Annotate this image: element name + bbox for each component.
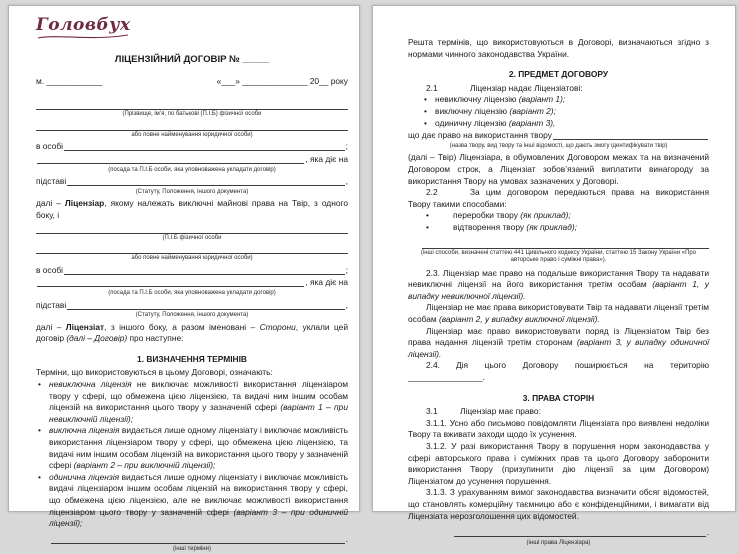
document-page-1 [8, 5, 360, 553]
term-bullet-nonexclusive [36, 379, 348, 425]
other-rights-fill-row [408, 527, 709, 539]
term-body: не виключає можливості використання ліцензіаром твору у сфері, що обмежена цією ліцензією, та видачі ним іншим особам ліцензій на використання цього твору у зазначеній сфері [49, 379, 348, 413]
field-caption: (інші права Ліцензіара) [526, 539, 591, 546]
party-name-bold: Ліцензіат [65, 321, 105, 332]
fill-line [51, 535, 345, 544]
publisher-logo-text: Головбух [36, 15, 131, 35]
way-bullet-reproduction [408, 222, 709, 234]
bullet-variant-italic: (варіант 3), [508, 117, 556, 128]
clause-2-3-variant-2 [408, 302, 709, 325]
text-run: про наступне: [127, 333, 184, 344]
licensee-definition-paragraph [36, 322, 348, 345]
clause-text: За цим договором передаються права на використання Твору такими способами: [408, 187, 709, 209]
fill-line [64, 142, 345, 151]
field-caption: (П.І.Б фізичної особи [162, 234, 222, 241]
way-bullet-adaptation [408, 210, 709, 222]
clause-2-3-variant-1 [408, 268, 709, 303]
license-bullet-single [408, 118, 709, 130]
date-field: «___» ______________ 20__ року [216, 75, 348, 86]
clause-3-1-3: 3.1.3. З урахуванням вимог законодавства визначити обсяг відомостей, що становлять комерційну таємницю або є конфіденційними, і вимагати від Ліцензіата нерозголошення цих відомостей. [408, 487, 709, 521]
represented-by-row [36, 265, 348, 277]
field-caption: або повне найменування юридичної особи) [131, 131, 253, 138]
text-run: далі – [36, 321, 66, 332]
section-1-heading: 1. ВИЗНАЧЕННЯ ТЕРМІНІВ [137, 353, 247, 364]
clause-text: Ліцензіар надає Ліцензіатові: [470, 82, 583, 93]
section-1-intro: Терміни, що використовуються в цьому Договорі, означають: [36, 367, 273, 378]
fill-line [64, 266, 345, 275]
text-run-italic: Сторони [259, 321, 296, 332]
work-grant-label: що дає право на використання твору [408, 130, 552, 141]
bullet-variant-italic: (варіант 1); [518, 94, 566, 105]
clause-2-3-variant-3 [408, 326, 709, 361]
bullet-variant-italic: (варіант 2); [509, 105, 556, 116]
text-run-italic: (далі – Договір) [66, 333, 128, 344]
clause-text: Ліцензіар має право використовувати поряд із Ліцензіатом Твір без права надання ліцензій третім сторонам [408, 325, 709, 348]
term-variant-italic: (варіант 1 – при невиключній ліцензії); [49, 402, 348, 424]
fill-line [454, 528, 706, 537]
field-caption: (Статуту, Положення, іншого документа) [135, 312, 249, 319]
clause-variant-italic: (варіант 1, у випадку невиключної ліцензії). [408, 279, 709, 301]
other-ways-fill-line [422, 239, 709, 249]
clause-3-1 [408, 406, 709, 418]
city-field: м. ____________ [36, 75, 103, 86]
fill-line-licensor-name [36, 100, 348, 110]
fill-line [67, 301, 344, 310]
term-variant-italic: (варіант 2 – при виключній ліцензії); [73, 460, 216, 471]
clause-variant-italic: (варіант 2, у випадку виключної ліцензії). [438, 314, 600, 325]
fill-line-licensee-name-2 [36, 244, 348, 254]
clause-text: Ліцензіар має право: [460, 406, 541, 417]
other-terms-paragraph: Решта термінів, що використовуються в Договорі, визначаються згідно з нормами чинного законодавства України. [408, 37, 709, 59]
text-run: далі – [36, 198, 65, 209]
other-terms-fill-row [36, 534, 348, 546]
acting-on-label: , яка діє на [305, 153, 348, 164]
field-caption: (посада та П.І.Б особи, яка уповноважена укладати договір) [108, 166, 276, 173]
punctuation: ; [345, 141, 348, 152]
field-caption: (Прізвище, ім’я, по батькові (П.І.Б) фізичної особи [122, 111, 262, 118]
field-caption: або повне найменування юридичної особи) [131, 255, 253, 262]
fill-line [37, 278, 304, 287]
bullet-text: невиключну ліцензію [435, 94, 519, 105]
license-bullet-exclusive [408, 106, 709, 118]
bullet-variant-italic: (як приклад); [526, 221, 577, 232]
publisher-logo [36, 16, 132, 40]
term-italic: одинична ліцензія [49, 471, 120, 482]
bullet-text: виключну ліцензію [435, 105, 510, 116]
term-bullet-single [36, 472, 348, 530]
fill-line [67, 177, 344, 186]
bullet-variant-italic: (як приклад); [520, 210, 571, 221]
field-caption: (Статуту, Положення, іншого документа) [135, 188, 249, 195]
clause-text: Дія цього Договору поширюється на територію ________________. [408, 360, 709, 383]
term-italic: невиключна ліцензія [49, 379, 132, 390]
date-row [36, 76, 348, 88]
text-run: , якому належать виключні майнові права на Твір, з одного боку, і [36, 198, 349, 220]
bullet-text: переробки твору [453, 210, 521, 221]
text-run: , з іншого боку, а разом іменовані – [104, 321, 260, 332]
term-variant-italic: (варіант 3 – при одиничній ліцензії); [49, 506, 348, 529]
clause-2-1-tail: (далі – Твір) Ліцензіара, в обумовлених Договором межах та на визначений Договором строк, а Ліцензіат зобов’язаний виплатити винагороду за використання Твору на умовах зазначених у Договорі. [408, 152, 709, 186]
field-caption: (посада та П.І.Б особи, яка уповноважена укладати договір) [108, 289, 276, 296]
document-title: ЛІЦЕНЗІЙНИЙ ДОГОВІР № _____ [114, 54, 270, 65]
clause-2-4 [408, 360, 709, 383]
punctuation: ; [345, 264, 348, 275]
clause-number: 2.2 [426, 187, 438, 198]
represented-by-row [36, 141, 348, 153]
clause-3-1-2: 3.1.2. У разі використання Твору в порушення норм законодавства у сфері авторського права і суміжних прав та цього Договору заборонити використання Твору (призупинити дію ліцензії за цим Договором) Ліцензіатом до усунення порушення. [408, 441, 709, 486]
acting-on-row [36, 277, 348, 289]
work-title-row [408, 130, 709, 142]
clause-2-2 [408, 187, 709, 210]
bullet-text: відтворення твору [453, 221, 527, 232]
clause-variant-italic: (варіант 3, у випадку одиничної ліцензії). [408, 337, 709, 359]
bullet-text: одиничну ліцензію [435, 117, 509, 128]
clause-text: 2.3. Ліцензіар має право на подальше використання Твору та надавати невиключні ліцензії на його використання третім особам [408, 267, 709, 290]
clause-number: 3.1 [426, 406, 438, 417]
basis-row [36, 300, 348, 312]
represented-by-label: в особі [36, 141, 64, 152]
acting-on-label: , яка діє на [305, 277, 348, 288]
clause-2-1 [408, 83, 709, 95]
punctuation: , [345, 176, 348, 187]
text-run: , уклали цей договір [36, 321, 349, 344]
licensor-definition-paragraph [36, 198, 348, 221]
clause-3-1-1: 3.1.1. Усно або письмово повідомляти Ліцензіата про виявлені недоліки Твору та вживати заходи щодо їх усунення. [408, 417, 709, 440]
term-body: видається лише одному ліцензіату і виключає можливість використання ліцензіаром твору у сфері, що обмежена цією ліцензією, та видачі ним іншим особам ліцензій на використання цього твору у зазначеній сфері [49, 425, 348, 471]
fill-line [553, 131, 708, 140]
clause-number: 2.4. [426, 360, 440, 371]
section-3-heading: 3. ПРАВА СТОРІН [522, 392, 595, 403]
punctuation: . [345, 533, 348, 544]
fill-line [37, 155, 304, 164]
punctuation: , [345, 299, 348, 310]
punctuation: . [706, 527, 709, 538]
term-italic: виключна ліцензія [49, 425, 120, 436]
clause-number: 2.1 [426, 82, 438, 93]
term-body: видається лише одному ліцензіату і виключає можливість видачі ліцензіаром іншим особам ліцензій на використання твору у сфері, що обмежена цією ліцензією, але не виключає можливості використання ліцензіаром цього твору у зазначеній сфері [49, 471, 349, 517]
acting-on-row [36, 154, 348, 166]
field-caption: (інші способи, визначені статтею 441 Цивільного кодексу України, статтею 15 Закону України «Про авторське право і суміжні права»). [420, 249, 697, 264]
basis-row [36, 176, 348, 188]
field-caption: (назва твору, вид твору та інші відомості, що дають змогу ідентифікувати твір) [449, 142, 668, 149]
license-bullet-nonexclusive [408, 94, 709, 106]
party-name-bold: Ліцензіар [64, 198, 105, 209]
basis-label: підставі [36, 176, 67, 187]
document-page-2 [372, 5, 736, 546]
represented-by-label: в особі [36, 264, 64, 275]
section-2-heading: 2. ПРЕДМЕТ ДОГОВОРУ [508, 69, 609, 80]
term-bullet-exclusive [36, 425, 348, 471]
fill-line-licensor-name-2 [36, 121, 348, 131]
basis-label: підставі [36, 299, 67, 310]
clause-text: Ліцензіар не має права використовувати Твір та надавати ліцензії третім особам [408, 302, 709, 325]
field-caption: (інші терміни) [173, 546, 211, 553]
fill-line-licensee-name [36, 224, 348, 234]
